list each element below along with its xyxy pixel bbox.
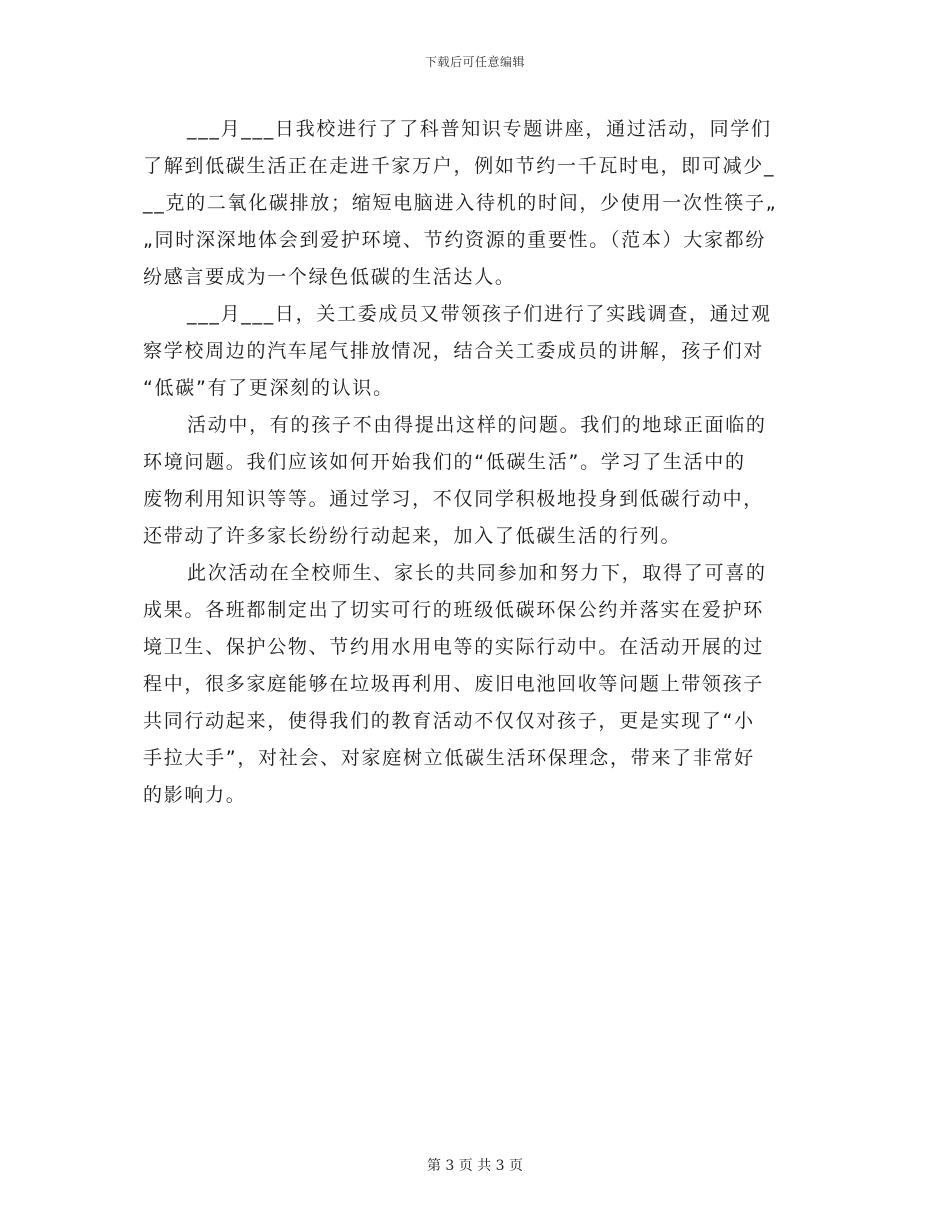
- paragraph-line: 废物利用知识等等。通过学习，不仅同学积极地投身到低碳行动中，: [143, 488, 765, 510]
- paragraph-3: [143, 407, 808, 555]
- paragraph-line: 还带动了许多家长纷纷行动起来，加入了低碳生活的行列。: [143, 525, 682, 547]
- paragraph-line: 察学校周边的汽车尾气排放情况，结合关工委成员的讲解，孩子们对: [143, 340, 765, 362]
- paragraph-line: ___月___日，关工委成员又带领孩子们进行了实践调查，通过观: [187, 303, 772, 325]
- paragraph-line: 境卫生、保护公物、节约用水用电等的实际行动中。在活动开展的过: [143, 636, 765, 658]
- paragraph-4: [143, 555, 808, 814]
- paragraph-line: 环境问题。我们应该如何开始我们的“低碳生活”。学习了生活中的: [143, 451, 746, 473]
- page-header: 下载后可任意编辑: [424, 55, 525, 69]
- paragraph-line: “低碳”有了更深刻的认识。: [143, 377, 394, 399]
- paragraph-line: 此次活动在全校师生、家长的共同参加和努力下，取得了可喜的: [187, 562, 767, 584]
- paragraph-line: 了解到低碳生活正在走进千家万户，例如节约一千瓦时电，即可减少_: [143, 155, 776, 177]
- paragraph-line: __克的二氧化碳排放；缩短电脑进入待机的时间，少使用一次性筷子„: [143, 192, 778, 214]
- paragraph-line: 程中，很多家庭能够在垃圾再利用、废旧电池回收等问题上带领孩子: [143, 673, 765, 695]
- paragraph-line: 成果。各班都制定出了切实可行的班级低碳环保公约并落实在爱护环: [143, 599, 765, 621]
- paragraph-line: 手拉大手”，对社会、对家庭树立低碳生活环保理念，带来了非常好: [143, 747, 755, 769]
- paragraph-line: 活动中，有的孩子不由得提出这样的问题。我们的地球正面临的: [187, 414, 767, 436]
- document-body: [143, 111, 808, 814]
- paragraph-line: „同时深深地体会到爱护环境、节约资源的重要性。（范本）大家都纷: [143, 229, 767, 251]
- paragraph-line: 的影响力。: [143, 784, 247, 806]
- paragraph-1: [143, 111, 808, 296]
- paragraph-line: ___月___日我校进行了了科普知识专题讲座，通过活动，同学们: [187, 118, 772, 140]
- paragraph-line: 共同行动起来，使得我们的教育活动不仅仅对孩子，更是实现了“小: [143, 710, 755, 732]
- paragraph-line: 纷感言要成为一个绿色低碳的生活达人。: [143, 266, 516, 288]
- page-footer: 第 3 页 共 3 页: [426, 1158, 524, 1174]
- paragraph-2: [143, 296, 808, 407]
